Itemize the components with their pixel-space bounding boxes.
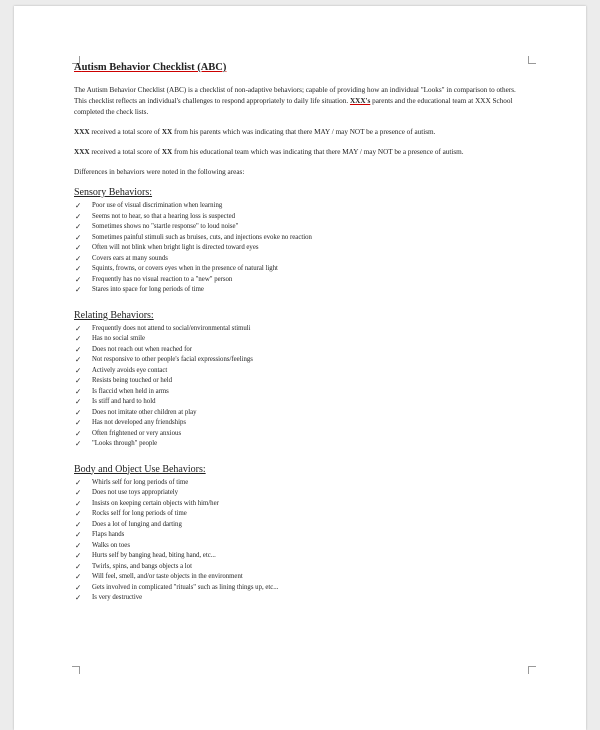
checklist-item-text: Has no social smile [92, 335, 146, 342]
checklist-item [74, 499, 529, 510]
checkmark-icon: ✓ [75, 418, 82, 427]
checkmark-icon: ✓ [75, 428, 82, 438]
checklist-item-text: Not responsive to other people's facial expressions/feelings [92, 356, 253, 363]
checklist-item [74, 541, 529, 552]
team-score-value: XX [161, 148, 173, 156]
checklist-item-text: Does not reach out when reached for [92, 345, 193, 353]
checklist-item [74, 376, 529, 387]
checklist-item-text: Is flaccid when held in arms [92, 387, 169, 395]
checklist-item-text: Covers ears at many sounds [92, 254, 168, 262]
checkmark-icon: ✓ [75, 561, 82, 571]
checklist-item-text: Often will not blink when bright light is directed toward eyes [92, 244, 259, 251]
checklist-item [74, 334, 529, 345]
checklist-item-text: Does a lot of lunging and darting [92, 520, 182, 528]
checklist-item [74, 478, 529, 489]
checklist-item-text: Whirls self for long periods of time [92, 478, 189, 486]
differences-paragraph: Differences in behaviors were noted in the following areas: [74, 168, 245, 176]
checkmark-icon: ✓ [75, 397, 82, 406]
team-score-paragraph [74, 147, 529, 158]
parents-score-name: XXX [74, 128, 90, 136]
checklist-item [74, 222, 529, 233]
checklist-item [74, 201, 529, 212]
crop-mark-bottom-left [72, 666, 80, 674]
checklist-item [74, 408, 529, 419]
checklist-item [74, 593, 529, 604]
checklist-item [74, 275, 529, 286]
checkmark-icon: ✓ [75, 509, 82, 518]
intro-highlight-name: XXX's [349, 97, 371, 105]
checkmark-icon: ✓ [75, 253, 82, 263]
sensory-heading: Sensory Behaviors: [74, 187, 153, 198]
team-score-text2: from his educational team which was indicating that there MAY / may NOT be a presence of autism. [174, 148, 464, 156]
checklist-item [74, 212, 529, 223]
parents-score-paragraph [74, 127, 529, 138]
checkmark-icon: ✓ [75, 593, 82, 602]
checklist-item [74, 264, 529, 275]
checklist-item [74, 387, 529, 398]
checkmark-icon: ✓ [75, 386, 82, 396]
checklist-item [74, 509, 529, 520]
checkmark-icon: ✓ [75, 274, 82, 284]
checkmark-icon: ✓ [75, 243, 82, 252]
checklist-item [74, 488, 529, 499]
parents-score-text2: from his parents which was indicating that there MAY / may NOT be a presence of autism. [174, 128, 436, 136]
checklist-item-text: Does not use toys appropriately [92, 489, 179, 496]
intro-text-after: parents and the educational team at XXX School completed the check lists. [74, 97, 513, 116]
parents-score-value: XX [161, 128, 173, 136]
body-object-heading: Body and Object Use Behaviors: [74, 463, 206, 475]
checkmark-icon: ✓ [75, 201, 82, 210]
checklist-item [74, 324, 529, 335]
body-object-list [74, 478, 529, 604]
checkmark-icon: ✓ [75, 488, 82, 497]
team-score-name: XXX [74, 148, 90, 156]
crop-mark-top-right [528, 56, 536, 64]
checkmark-icon: ✓ [75, 439, 82, 448]
checklist-item-text: Stares into space for long periods of time [92, 286, 204, 293]
checkmark-icon: ✓ [75, 355, 82, 364]
body-object-section [74, 464, 529, 604]
checklist-item [74, 418, 529, 429]
checkmark-icon: ✓ [75, 376, 82, 385]
checklist-item [74, 429, 529, 440]
title-text: utism Behavior Checklist (ABC) [81, 62, 227, 73]
checkmark-icon: ✓ [75, 498, 82, 508]
document-page [14, 6, 586, 730]
checklist-item [74, 583, 529, 594]
relating-heading: Relating Behaviors: [74, 309, 154, 321]
checkmark-icon: ✓ [75, 334, 82, 343]
checklist-item [74, 439, 529, 450]
team-score-text1: received a total score of [91, 148, 161, 156]
intro-paragraph [74, 85, 529, 118]
checklist-item [74, 562, 529, 573]
checklist-item-text: Seems not to hear, so that a hearing loss is suspected [92, 212, 235, 220]
checklist-item-text: Has not developed any friendships [92, 419, 187, 426]
intro-text: The Autism Behavior Checklist (ABC) is a checklist of non-adaptive behaviors; capable of providing how an individual "Looks" in comparison to others. This checklist reflects an individual's challenges to respond appropriately to daily life situation. [74, 86, 516, 105]
checkmark-icon: ✓ [75, 582, 82, 592]
sensory-section [74, 187, 529, 296]
checklist-item [74, 243, 529, 254]
checklist-item [74, 345, 529, 356]
checkmark-icon: ✓ [75, 477, 82, 487]
relating-list [74, 324, 529, 450]
checklist-item [74, 366, 529, 377]
checklist-item [74, 254, 529, 265]
crop-mark-bottom-right [528, 666, 536, 674]
parents-score-text1: received a total score of [91, 128, 161, 136]
checklist-item-text: Frequently does not attend to social/environmental stimuli [92, 324, 251, 332]
checklist-item [74, 520, 529, 531]
checkmark-icon: ✓ [75, 264, 82, 273]
checkmark-icon: ✓ [75, 211, 82, 221]
document-body [74, 62, 529, 618]
checklist-item-text: Is very destructive [92, 594, 143, 601]
checklist-item-text: "Looks through" people [92, 440, 158, 447]
checklist-item [74, 551, 529, 562]
checklist-item [74, 355, 529, 366]
checklist-item-text: Twirls, spins, and bangs objects a lot [92, 562, 192, 570]
checklist-item-text: Gets involved in complicated "rituals" such as lining things up, etc... [92, 583, 279, 591]
checkmark-icon: ✓ [75, 365, 82, 375]
sensory-list [74, 201, 529, 296]
checklist-item-text: Hurts self by banging head, biting hand, etc... [92, 552, 216, 559]
checklist-item [74, 285, 529, 296]
checklist-item-text: Squints, frowns, or covers eyes when in the presence of natural light [92, 265, 278, 272]
title-first-letter: A [74, 62, 82, 73]
checklist-item-text: Walks on toes [92, 541, 130, 549]
checklist-item [74, 233, 529, 244]
checkmark-icon: ✓ [75, 344, 82, 354]
checkmark-icon: ✓ [75, 530, 82, 539]
checkmark-icon: ✓ [75, 323, 82, 333]
checklist-item-text: Flaps hands [92, 531, 125, 538]
checkmark-icon: ✓ [75, 232, 82, 242]
relating-section [74, 310, 529, 450]
checklist-item [74, 530, 529, 541]
checkmark-icon: ✓ [75, 285, 82, 294]
checkmark-icon: ✓ [75, 222, 82, 231]
checklist-item-text: Rocks self for long periods of time [92, 510, 187, 517]
checklist-item-text: Does not imitate other children at play [92, 408, 197, 416]
checklist-item-text: Actively avoids eye contact [92, 366, 168, 374]
checkmark-icon: ✓ [75, 407, 82, 417]
checklist-item-text: Will feel, smell, and/or taste objects in the environment [92, 573, 243, 580]
checklist-item-text: Poor use of visual discrimination when learning [92, 202, 223, 209]
checklist-item-text: Sometimes painful stimuli such as bruises, cuts, and injections evoke no reaction [92, 233, 312, 241]
checklist-item-text: Resists being touched or held [92, 377, 173, 384]
checkmark-icon: ✓ [75, 540, 82, 550]
checklist-item-text: Is stiff and hard to hold [92, 398, 156, 405]
checkmark-icon: ✓ [75, 551, 82, 560]
checklist-item-text: Often frightened or very anxious [92, 429, 182, 437]
document-title [74, 62, 529, 73]
checklist-item-text: Insists on keeping certain objects with him/her [92, 499, 219, 507]
checklist-item-text: Sometimes shows no "startle response" to loud noise" [92, 223, 239, 230]
checkmark-icon: ✓ [75, 572, 82, 581]
checklist-item [74, 572, 529, 583]
checklist-item-text: Frequently has no visual reaction to a "new" person [92, 275, 233, 283]
checkmark-icon: ✓ [75, 519, 82, 529]
checklist-item [74, 397, 529, 408]
